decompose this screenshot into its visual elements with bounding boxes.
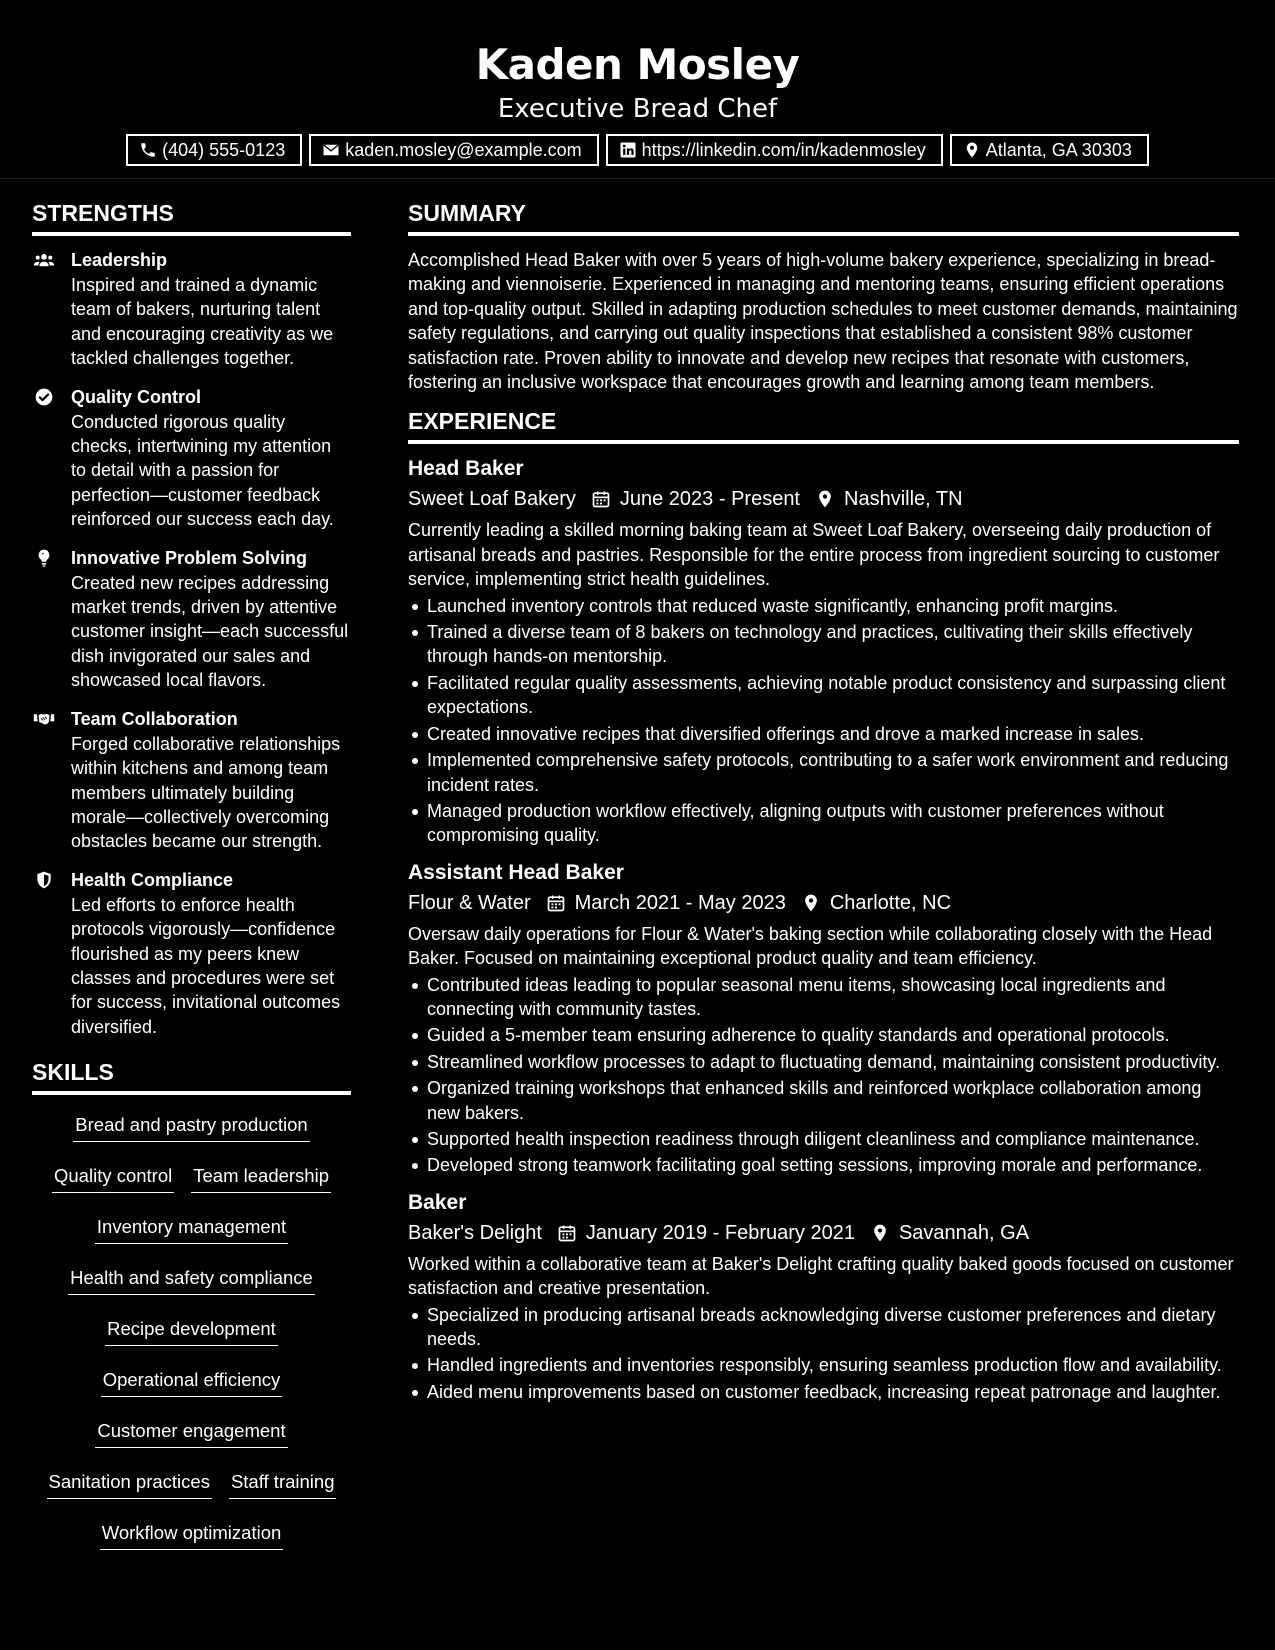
job-description: Oversaw daily operations for Flour & Water's baking section while collaborating closely with the Head Baker. Focused on maintaining exceptional product quality and team efficiency.	[408, 923, 1213, 969]
job-bullet: Trained a diverse team of 8 bakers on technology and practices, cultivating their skills effectively through hands-on mentorship.	[427, 620, 1239, 669]
job-bullet: Aided menu improvements based on customer feedback, increasing repeat patronage and laughter.	[427, 1380, 1239, 1404]
handshake-icon	[32, 709, 56, 729]
skill-tag: Workflow optimization	[100, 1519, 284, 1550]
job-entry	[408, 1190, 1239, 1404]
job-dates: June 2023 - Present	[619, 488, 800, 511]
job-bullets	[408, 973, 1239, 1178]
calendar-icon	[545, 892, 567, 914]
strength-item	[32, 707, 351, 854]
job-bullet: Contributed ideas leading to popular seasonal menu items, showcasing local ingredients and connecting with community tastes.	[427, 973, 1239, 1022]
job-company: Flour & Water	[408, 891, 531, 914]
job-meta	[408, 888, 1239, 918]
strength-item	[32, 868, 351, 1039]
job-bullets	[408, 1303, 1239, 1405]
job-bullet: Developed strong teamwork facilitating goal setting sessions, improving morale and performance.	[427, 1153, 1239, 1177]
strength-name: Health Compliance	[71, 869, 234, 890]
skill-tag: Customer engagement	[95, 1417, 287, 1448]
job-bullet: Facilitated regular quality assessments, achieving notable product consistency and surpassing client expectations.	[427, 671, 1239, 720]
job-bullet: Handled ingredients and inventories responsibly, ensuring seamless production flow and availability.	[427, 1353, 1239, 1377]
skill-tag: Quality control	[52, 1162, 174, 1193]
map-pin-icon	[814, 488, 836, 510]
strength-name: Team Collaboration	[71, 708, 238, 729]
strength-desc: Created new recipes addressing market trends, driven by attentive customer insight—each successful dish invigorated our sales and showcased local flavors.	[71, 572, 349, 691]
users-icon	[32, 250, 56, 270]
contact-phone[interactable]	[126, 134, 302, 166]
job-company: Baker's Delight	[408, 1221, 542, 1244]
job-bullet: Implemented comprehensive safety protocols, contributing to a safer work environment and reducing incident rates.	[427, 748, 1239, 797]
job-dates: March 2021 - May 2023	[574, 891, 786, 914]
linkedin-icon	[618, 140, 638, 160]
candidate-name: Kaden Mosley	[475, 40, 800, 89]
job-bullet: Managed production workflow effectively, aligning outputs with customer preferences without compromising quality.	[427, 799, 1239, 848]
skills-list	[32, 1107, 351, 1550]
job-bullet: Guided a 5-member team ensuring adherence to quality standards and operational protocols.	[427, 1023, 1239, 1047]
skills-heading: SKILLS	[32, 1059, 351, 1095]
job-entry	[408, 860, 1239, 1178]
strength-item	[32, 385, 351, 532]
job-bullet: Organized training workshops that enhanced skills and reinforced workplace collaboration among new bakers.	[427, 1076, 1239, 1125]
job-title: Head Baker	[408, 457, 524, 481]
job-company: Sweet Loaf Bakery	[408, 488, 576, 511]
job-bullet: Created innovative recipes that diversified offerings and drove a marked increase in sales.	[427, 722, 1239, 746]
job-bullet: Streamlined workflow processes to adapt to fluctuating demand, maintaining consistent productivity.	[427, 1050, 1239, 1074]
job-location: Charlotte, NC	[829, 891, 952, 914]
phone-icon	[138, 140, 158, 160]
contact-linkedin-text: https://linkedin.com/in/kadenmosley	[641, 139, 926, 160]
strength-desc: Led efforts to enforce health protocols vigorously—confidence flourished as my peers knew classes and procedures were set for success, invitational outcomes diversified.	[71, 894, 341, 1037]
envelope-icon	[321, 140, 341, 160]
strength-item	[32, 546, 351, 693]
strength-name: Leadership	[71, 250, 168, 270]
contact-location	[950, 134, 1149, 166]
strength-name: Innovative Problem Solving	[71, 547, 308, 568]
left-column	[32, 200, 351, 1550]
skill-tag: Bread and pastry production	[73, 1111, 309, 1142]
candidate-title: Executive Bread Chef	[497, 94, 778, 124]
contact-email[interactable]	[309, 134, 598, 166]
job-dates: January 2019 - February 2021	[585, 1221, 855, 1244]
map-pin-icon	[800, 892, 822, 914]
right-column	[408, 200, 1239, 1416]
job-location: Savannah, GA	[898, 1221, 1030, 1244]
contact-email-text: kaden.mosley@example.com	[345, 139, 582, 160]
map-pin-icon	[962, 140, 982, 160]
contact-linkedin[interactable]	[606, 134, 943, 166]
skill-tag: Health and safety compliance	[68, 1264, 315, 1295]
resume-header	[0, 0, 1275, 179]
skill-tag: Operational efficiency	[101, 1366, 283, 1397]
contact-bar	[0, 134, 1275, 166]
job-description: Worked within a collaborative team at Baker's Delight crafting quality baked goods focused on customer satisfaction and creative presentation.	[408, 1253, 1234, 1299]
skill-tag: Team leadership	[191, 1162, 331, 1193]
job-bullet: Launched inventory controls that reduced waste significantly, enhancing profit margins.	[427, 594, 1239, 618]
calendar-icon	[556, 1222, 578, 1244]
skill-tag: Staff training	[229, 1468, 337, 1499]
summary-text: Accomplished Head Baker with over 5 years of high-volume bakery experience, specializing in bread-making and viennoiserie. Experienced in managing and mentoring teams, ensuring efficient operations and top-quality output. Skilled in adapting production schedules to meet customer demands, maintaining safety regulations, and carrying out quality inspections that established a consistent 98% customer satisfaction rate. Proven ability to innovate and develop new recipes that resonate with customers, fostering an inclusive workspace that encourages growth and learning among team members.	[408, 250, 1238, 393]
job-bullet: Specialized in producing artisanal breads acknowledging diverse customer preferences and dietary needs.	[427, 1303, 1239, 1352]
strength-desc: Conducted rigorous quality checks, intertwining my attention to detail with a passion for perfection—customer feedback reinforced our success each day.	[71, 411, 334, 530]
check-circle-icon	[32, 387, 56, 407]
job-bullets	[408, 594, 1239, 848]
summary-heading: SUMMARY	[408, 200, 1239, 236]
calendar-icon	[590, 488, 612, 510]
skill-tag: Recipe development	[105, 1315, 278, 1346]
strengths-heading: STRENGTHS	[32, 200, 351, 236]
shield-icon	[32, 870, 56, 890]
strength-name: Quality Control	[71, 386, 201, 407]
job-meta	[408, 484, 1239, 514]
experience-heading: EXPERIENCE	[408, 408, 1239, 444]
strength-item	[32, 248, 351, 371]
job-entry	[408, 456, 1239, 847]
job-location: Nashville, TN	[844, 488, 963, 511]
skill-tag: Sanitation practices	[47, 1468, 212, 1499]
job-meta	[408, 1218, 1239, 1248]
job-title: Baker	[408, 1190, 467, 1214]
skill-tag: Inventory management	[95, 1213, 288, 1244]
job-title: Assistant Head Baker	[408, 860, 624, 884]
contact-phone-text: (404) 555-0123	[162, 139, 286, 160]
lightbulb-icon	[32, 548, 56, 568]
job-description: Currently leading a skilled morning baking team at Sweet Loaf Bakery, overseeing daily production of artisanal breads and pastries. Responsible for the entire process from ingredient sourcing to customer service, implementing strict health guidelines.	[408, 520, 1220, 590]
strength-desc: Forged collaborative relationships within kitchens and among team members ultimately building morale—collectively overcoming obstacles became our strength.	[71, 733, 341, 852]
strength-desc: Inspired and trained a dynamic team of bakers, nurturing talent and encouraging creativity as we tackled challenges together.	[71, 275, 334, 369]
map-pin-icon	[869, 1222, 891, 1244]
job-bullet: Supported health inspection readiness through diligent cleanliness and compliance maintenance.	[427, 1127, 1239, 1151]
contact-location-text: Atlanta, GA 30303	[985, 139, 1132, 160]
skills-section	[32, 1059, 351, 1550]
